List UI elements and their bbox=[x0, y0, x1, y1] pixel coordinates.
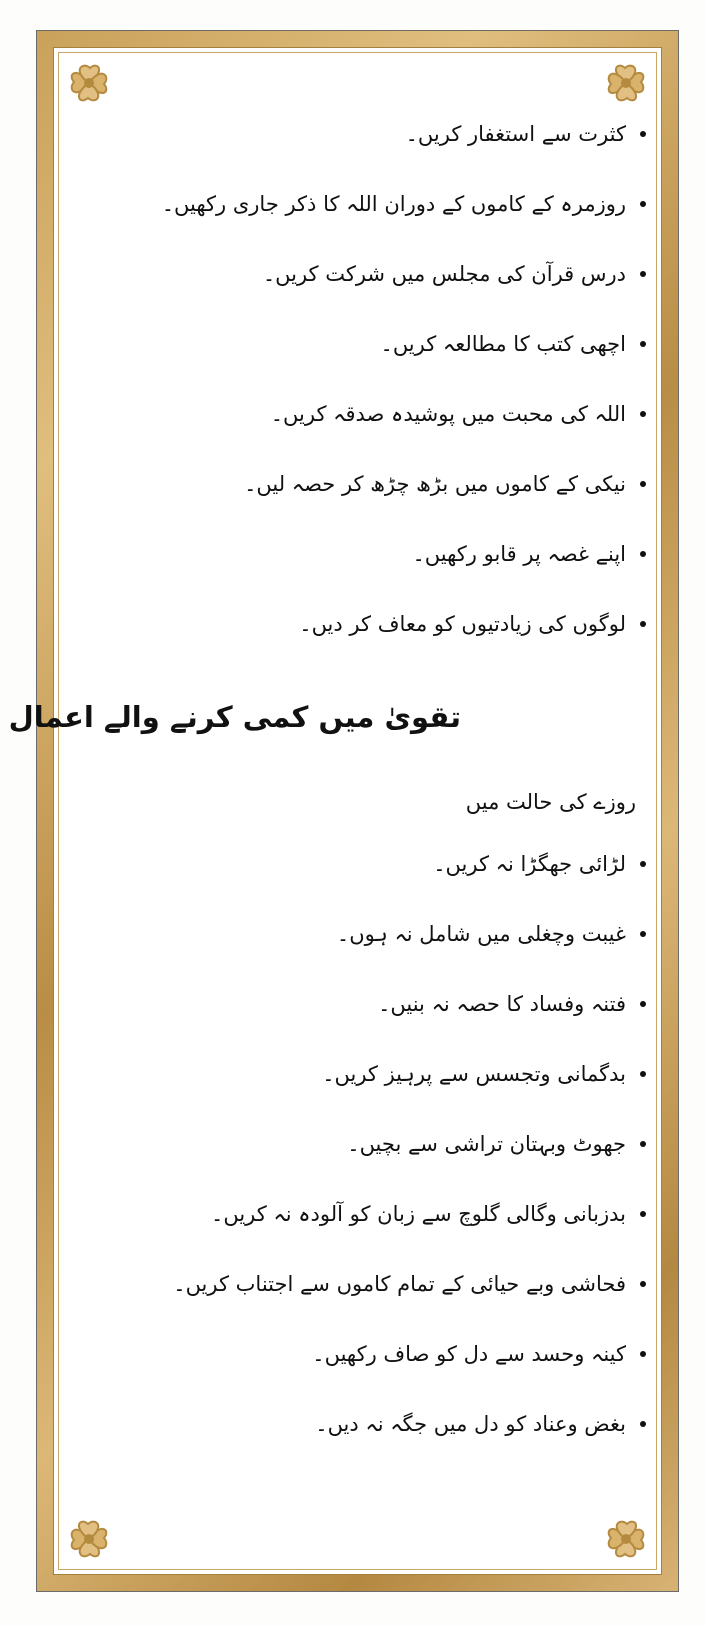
bullet-icon bbox=[640, 861, 646, 867]
list-item-text: نیکی کے کاموں میں بڑھ چڑھ کر حصہ لیں۔ bbox=[244, 472, 626, 496]
bullet-icon bbox=[640, 1351, 646, 1357]
list-item-text: اپنے غصہ پر قابو رکھیں۔ bbox=[412, 542, 626, 566]
corner-ornament-icon bbox=[599, 56, 653, 110]
list-item-text: غیبت وچغلی میں شامل نہ ہوں۔ bbox=[336, 922, 626, 946]
list-item-text: بدزبانی وگالی گلوچ سے زبان کو آلودہ نہ کریں۔ bbox=[211, 1202, 626, 1226]
list-item bbox=[378, 992, 646, 1016]
bullet-icon bbox=[640, 621, 646, 627]
bullet-icon bbox=[640, 1071, 646, 1077]
list-item bbox=[263, 262, 646, 286]
list-item-text: لوگوں کی زیادتیوں کو معاف کر دیں۔ bbox=[299, 612, 626, 636]
list-item bbox=[315, 1412, 646, 1436]
bullet-icon bbox=[640, 1141, 646, 1147]
list-item bbox=[433, 852, 646, 876]
list-item-text: جھوٹ وبہتان تراشی سے بچیں۔ bbox=[347, 1132, 626, 1156]
list-item bbox=[162, 192, 646, 216]
corner-ornament-icon bbox=[62, 56, 116, 110]
list-item-text: بغض وعناد کو دل میں جگہ نہ دیں۔ bbox=[315, 1412, 626, 1436]
list-item bbox=[173, 1272, 646, 1296]
list-item bbox=[381, 332, 646, 356]
bullet-icon bbox=[640, 411, 646, 417]
list-item-text: لڑائی جھگڑا نہ کریں۔ bbox=[433, 852, 626, 876]
bullet-icon bbox=[640, 931, 646, 937]
list-item-text: اچھی کتب کا مطالعہ کریں۔ bbox=[380, 332, 626, 356]
list-item bbox=[299, 612, 646, 636]
section-heading: تقویٰ میں کمی کرنے والے اعمال bbox=[8, 700, 461, 734]
bullet-icon bbox=[640, 1421, 646, 1427]
list-item bbox=[347, 1132, 646, 1156]
bullet-icon bbox=[640, 201, 646, 207]
corner-ornament-icon bbox=[599, 1512, 653, 1566]
bullet-icon bbox=[640, 481, 646, 487]
bullet-icon bbox=[640, 551, 646, 557]
bullet-icon bbox=[640, 131, 646, 137]
list-item-text: کینہ وحسد سے دل کو صاف رکھیں۔ bbox=[312, 1342, 626, 1366]
list-item bbox=[412, 542, 646, 566]
list-item bbox=[406, 122, 646, 146]
bullet-icon bbox=[640, 341, 646, 347]
list-item-text: درس قرآن کی مجلس میں شرکت کریں۔ bbox=[262, 262, 626, 286]
bullet-icon bbox=[640, 271, 646, 277]
list-item-text: فحاشی وبے حیائی کے تمام کاموں سے اجتناب کریں۔ bbox=[173, 1272, 626, 1296]
list-item-text: روزمرہ کے کاموں کے دوران اللہ کا ذکر جاری رکھیں۔ bbox=[161, 192, 626, 216]
section-subheading: روزے کی حالت میں bbox=[465, 790, 636, 814]
bullet-icon bbox=[640, 1211, 646, 1217]
list-item bbox=[244, 472, 646, 496]
list-item bbox=[271, 402, 646, 426]
bullet-icon bbox=[640, 1001, 646, 1007]
list-item bbox=[211, 1202, 646, 1226]
list-item-text: اللہ کی محبت میں پوشیدہ صدقہ کریں۔ bbox=[270, 402, 626, 426]
list-item-text: فتنہ وفساد کا حصہ نہ بنیں۔ bbox=[378, 992, 626, 1016]
list-item-text: بدگمانی وتجسس سے پرہیز کریں۔ bbox=[322, 1062, 626, 1086]
list-item bbox=[312, 1342, 646, 1366]
bullet-icon bbox=[640, 1281, 646, 1287]
list-item-text: کثرت سے استغفار کریں۔ bbox=[405, 122, 626, 146]
list-item bbox=[337, 922, 646, 946]
corner-ornament-icon bbox=[62, 1512, 116, 1566]
list-item bbox=[322, 1062, 646, 1086]
